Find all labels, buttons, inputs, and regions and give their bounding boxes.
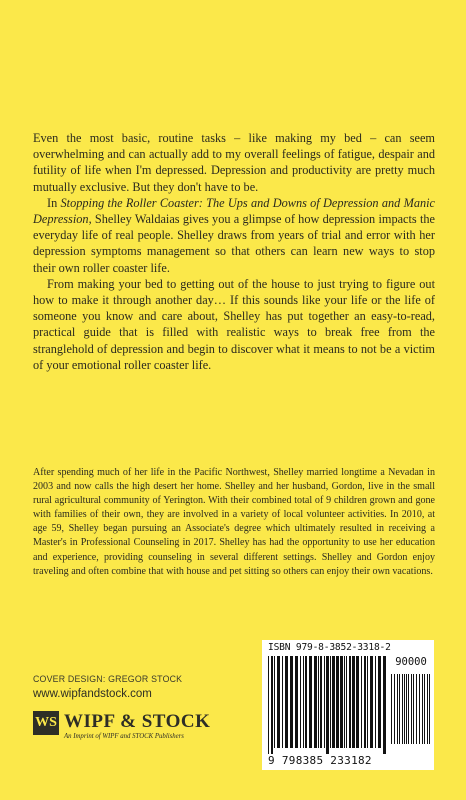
barcode-bar [268, 656, 269, 754]
book-title: Stopping the Roller Coaster: The Ups and Downs of Depression and Manic Depression [33, 195, 435, 227]
barcode-bar [349, 656, 351, 748]
publisher-logo-icon: WS [33, 711, 59, 735]
barcode-bar [340, 656, 343, 748]
barcode-bar [303, 656, 304, 748]
barcode-bar [356, 656, 359, 748]
price-addon-label: 90000 [395, 656, 427, 668]
blurb-p2-rest: , Shelley Waldaias gives you a glimpse of how depression impacts the everyday life of real people. Shelley draws from years of trial and error with her depression symptoms management so that others can learn new ways to stop their own roller coaster life. [33, 212, 435, 275]
barcode-bar [378, 656, 381, 748]
author-bio [33, 466, 435, 579]
barcode-bar [332, 656, 335, 748]
barcode-bar [271, 656, 273, 754]
barcode-bar [344, 656, 345, 748]
isbn-barcode [262, 640, 434, 770]
barcode-bar [370, 656, 373, 748]
barcode-bar [416, 674, 417, 744]
barcode-bar [429, 674, 430, 744]
barcode-bar [404, 674, 405, 744]
publisher-name: WIPF & STOCK [64, 711, 211, 732]
barcode-bar [399, 674, 400, 744]
barcode-bar [375, 656, 376, 748]
barcode-bar [411, 674, 412, 744]
barcode-bar [300, 656, 301, 748]
barcode-bar [424, 674, 425, 744]
barcode-bar [346, 656, 347, 748]
barcode-bar [406, 674, 407, 744]
barcode-bar [320, 656, 322, 748]
barcode-bar [285, 656, 288, 748]
barcode-bar [309, 656, 312, 748]
ean-number: 9 798385 233182 [268, 754, 372, 767]
barcode-bar [336, 656, 339, 748]
price-addon-bars [391, 674, 431, 750]
barcode-bar [305, 656, 307, 748]
barcode-bar [413, 674, 414, 744]
barcode-bar [295, 656, 298, 748]
blurb-paragraph-3: From making your bed to getting out of the house to just trying to figure out how to make it through another day… If this sounds like your life or the life of someone you know and care about, Shelley has put together an easy-to-read, practical guide that is filled with realistic ways to break free from the stranglehold of depression and begin to discover what it means to not be a victim of your emotional roller coaster life. [33, 276, 435, 372]
cover-design-credit: COVER DESIGN: GREGOR STOCK [33, 674, 183, 684]
blurb-p2-prefix: In [47, 195, 61, 210]
barcode-bar [324, 656, 325, 748]
barcode-bar [367, 656, 368, 748]
barcode-bar [274, 656, 275, 748]
barcode-bar [330, 656, 331, 748]
barcode-bar [408, 674, 409, 744]
barcode-bar [419, 674, 420, 744]
blurb-paragraph-2 [33, 195, 435, 276]
barcode-bar [364, 656, 366, 748]
barcode-bar [391, 674, 392, 744]
barcode-bar [326, 656, 329, 754]
author-bio-text: After spending much of her life in the Pacific Northwest, Shelley married longtime a Nevadan in 2003 and now calls the high desert her home. Shelley and her husband, Gordon, live in the small rural agricultural community of Yerington. With their combined total of 9 children grown and gone with families of their own, they are involved in a variety of local volunteer activities. In 2010, at age 59, Shelley began pursuing an Associate's degree which ultimately resulted in receiving a Master's in Professional Counseling in 2017. Shelley has had the opportunity to use her education and experience, providing counseling in several different settings. Shelley and Gordon enjoy traveling and often combine that with house and pet sitting so others can enjoy their own vacations. [33, 467, 435, 577]
barcode-bar [282, 656, 283, 748]
barcode-bar [427, 674, 428, 744]
barcode-bar [361, 656, 362, 748]
barcode-bar [314, 656, 317, 748]
barcode-bar [422, 674, 423, 744]
barcode-bar [277, 656, 280, 748]
ean-barcode-bars [268, 656, 386, 754]
barcode-bar [290, 656, 293, 748]
barcode-bar [394, 674, 395, 744]
publisher-imprint-line: An Imprint of WIPF and STOCK Publishers [64, 733, 184, 740]
back-cover-blurb [33, 130, 435, 373]
barcode-bar [318, 656, 319, 748]
blurb-paragraph-1: Even the most basic, routine tasks – like making my bed – can seem overwhelming and can actually add to my overall feelings of fatigue, despair and futility of life when I'm depressed. Depression and productivity are pretty much mutually exclusive. But they don't have to be. [33, 131, 435, 194]
isbn-label: ISBN 979-8-3852-3318-2 [268, 642, 391, 653]
barcode-bar [352, 656, 355, 748]
barcode-bar [402, 674, 403, 744]
barcode-bar [397, 674, 398, 744]
barcode-bar [383, 656, 386, 754]
publisher-website[interactable]: www.wipfandstock.com [33, 688, 152, 700]
